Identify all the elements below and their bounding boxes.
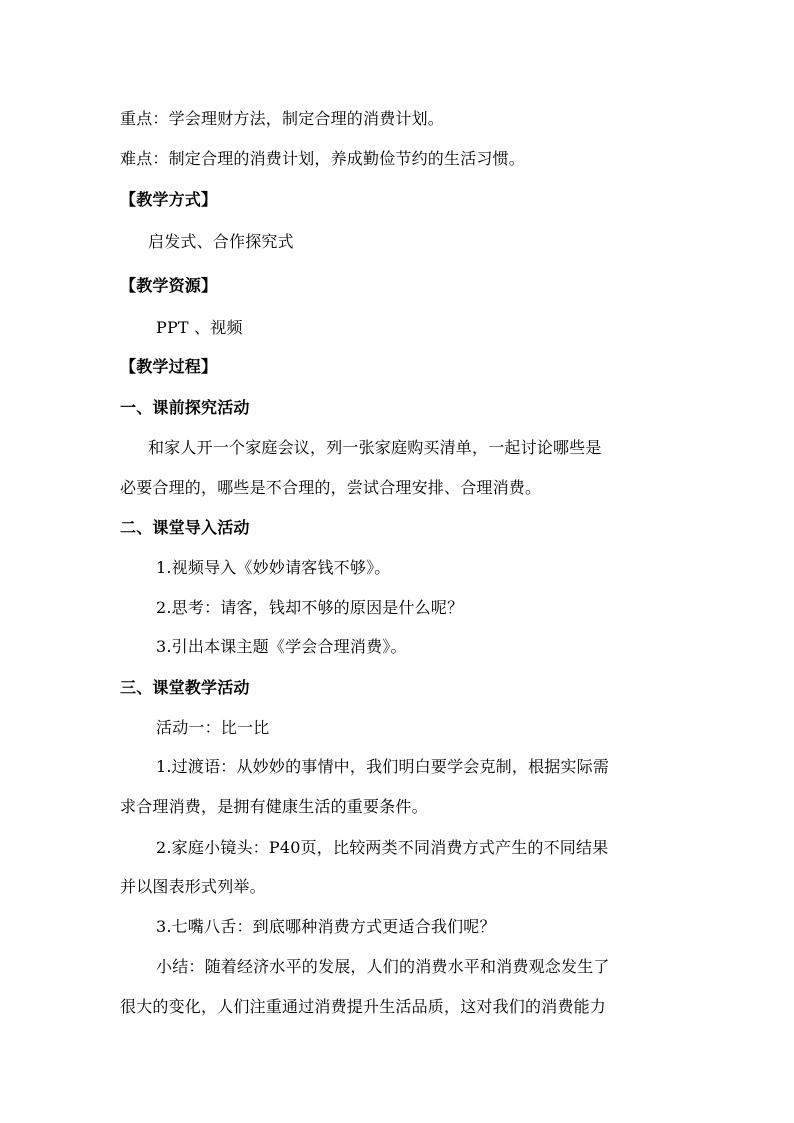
list-item: 3.七嘴八舌：到底哪种消费方式更适合我们呢？ [156,917,496,936]
paragraph-line: 很大的变化，人们注重通过消费提升生活品质，这对我们的消费能力 [120,997,607,1016]
list-item: 1.过渡语：从妙妙的事情中，我们明白要学会克制，根据实际需 [156,757,610,776]
subheading-classroom-activity: 三、课堂教学活动 [120,678,250,697]
paragraph-line: 和家人开一个家庭会议，列一张家庭购买清单，一起讨论哪些是 [148,438,602,457]
list-item: 1.视频导入《妙妙请客钱不够》。 [156,558,391,577]
section-heading-teaching-process: 【教学过程】 [120,357,218,376]
section-heading-teaching-resources: 【教学资源】 [120,276,218,295]
paragraph-line: 求合理消费，是拥有健康生活的重要条件。 [120,797,428,816]
paragraph-line: 必要合理的，哪些是不合理的，尝试合理安排、合理消费。 [120,478,542,497]
list-item: 2.家庭小镜头：P40页，比较两类不同消费方式产生的不同结果 [156,838,609,857]
summary-line: 小结：随着经济水平的发展，人们的消费水平和消费观念发生了 [156,957,610,976]
subheading-pre-class-activity: 一、课前探究活动 [120,398,250,417]
key-point-line: 重点：学会理财方法，制定合理的消费计划。 [120,109,445,128]
activity-title: 活动一：比一比 [156,718,270,737]
paragraph-line: 并以图表形式列举。 [120,877,266,896]
difficulty-line: 难点：制定合理的消费计划，养成勤俭节约的生活习惯。 [120,149,526,168]
subheading-lead-in-activity: 二、课堂导入活动 [120,518,250,537]
list-item: 3.引出本课主题《学会合理消费》。 [156,637,407,656]
section-heading-teaching-method: 【教学方式】 [120,190,218,209]
teaching-method-text: 启发式、合作探究式 [148,232,294,251]
list-item: 2.思考：请客，钱却不够的原因是什么呢？ [156,598,464,617]
teaching-resources-text: PPT 、视频 [156,318,243,337]
